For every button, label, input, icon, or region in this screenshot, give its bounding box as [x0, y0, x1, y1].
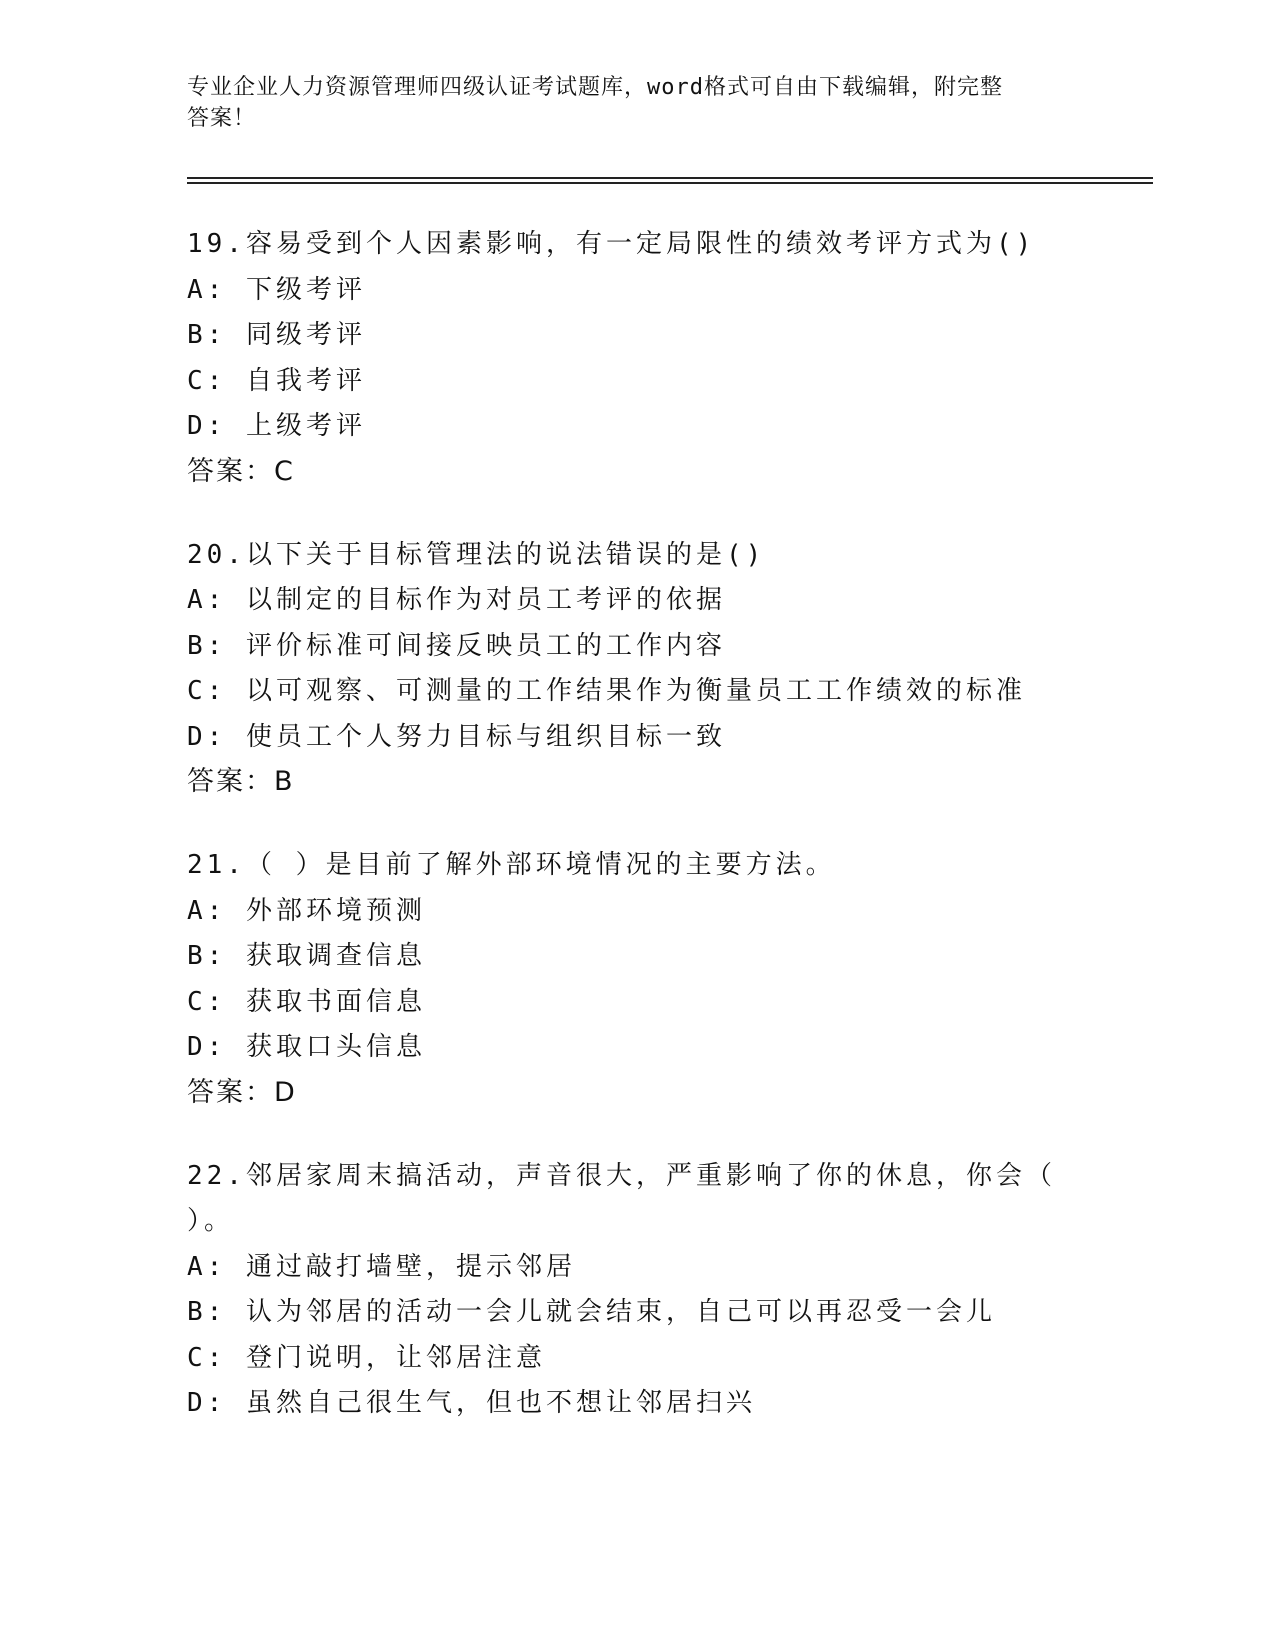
- question-stem: 20.以下关于目标管理法的说法错误的是(): [187, 539, 766, 570]
- question-19: [187, 228, 1137, 488]
- option-c: C: 以可观察、可测量的工作结果作为衡量员工工作绩效的标准: [187, 676, 1026, 706]
- option-d: D: 虽然自己很生气，但也不想让邻居扫兴: [187, 1388, 756, 1418]
- option-d: D: 使员工个人努力目标与组织目标一致: [187, 721, 726, 752]
- question-20: [187, 539, 1137, 799]
- question-list: [187, 228, 1137, 1470]
- answer-label: 答案：D: [187, 1076, 297, 1108]
- option-a: A: 外部环境预测: [187, 895, 426, 926]
- question-21: [187, 849, 1137, 1109]
- header-divider-top: [187, 177, 1153, 179]
- question-stem-line-1: 22.邻居家周末搞活动，声音很大，严重影响了你的休息，你会（: [187, 1160, 1056, 1191]
- option-b: B: 认为邻居的活动一会儿就会结束，自己可以再忍受一会儿: [187, 1297, 996, 1327]
- option-b: B: 评价标准可间接反映员工的工作内容: [187, 630, 726, 661]
- question-stem: 21.（ ）是目前了解外部环境情况的主要方法。: [187, 850, 836, 880]
- option-b: B: 同级考评: [187, 320, 366, 350]
- answer-label: 答案：C: [187, 455, 295, 487]
- option-b: B: 获取调查信息: [187, 941, 426, 971]
- option-d: D: 上级考评: [187, 411, 366, 441]
- question-22: [187, 1160, 1137, 1420]
- option-c: C: 自我考评: [187, 365, 366, 396]
- answer-label: 答案：B: [187, 766, 295, 797]
- header-line-2: 答案！: [187, 106, 257, 131]
- option-a: A: 通过敲打墙壁，提示邻居: [187, 1251, 576, 1282]
- question-stem: 19.容易受到个人因素影响，有一定局限性的绩效考评方式为(): [187, 229, 1036, 259]
- question-stem-line-2: ）。: [187, 1206, 235, 1236]
- header-line-1: 专业企业人力资源管理师四级认证考试题库，word格式可自由下载编辑，附完整: [187, 75, 1003, 100]
- option-d: D: 获取口头信息: [187, 1032, 426, 1062]
- document-header: [187, 72, 1067, 134]
- option-c: C: 登门说明，让邻居注意: [187, 1342, 546, 1373]
- option-c: C: 获取书面信息: [187, 986, 426, 1017]
- option-a: A: 以制定的目标作为对员工考评的依据: [187, 585, 726, 615]
- option-a: A: 下级考评: [187, 274, 366, 305]
- header-divider-bottom: [187, 182, 1153, 184]
